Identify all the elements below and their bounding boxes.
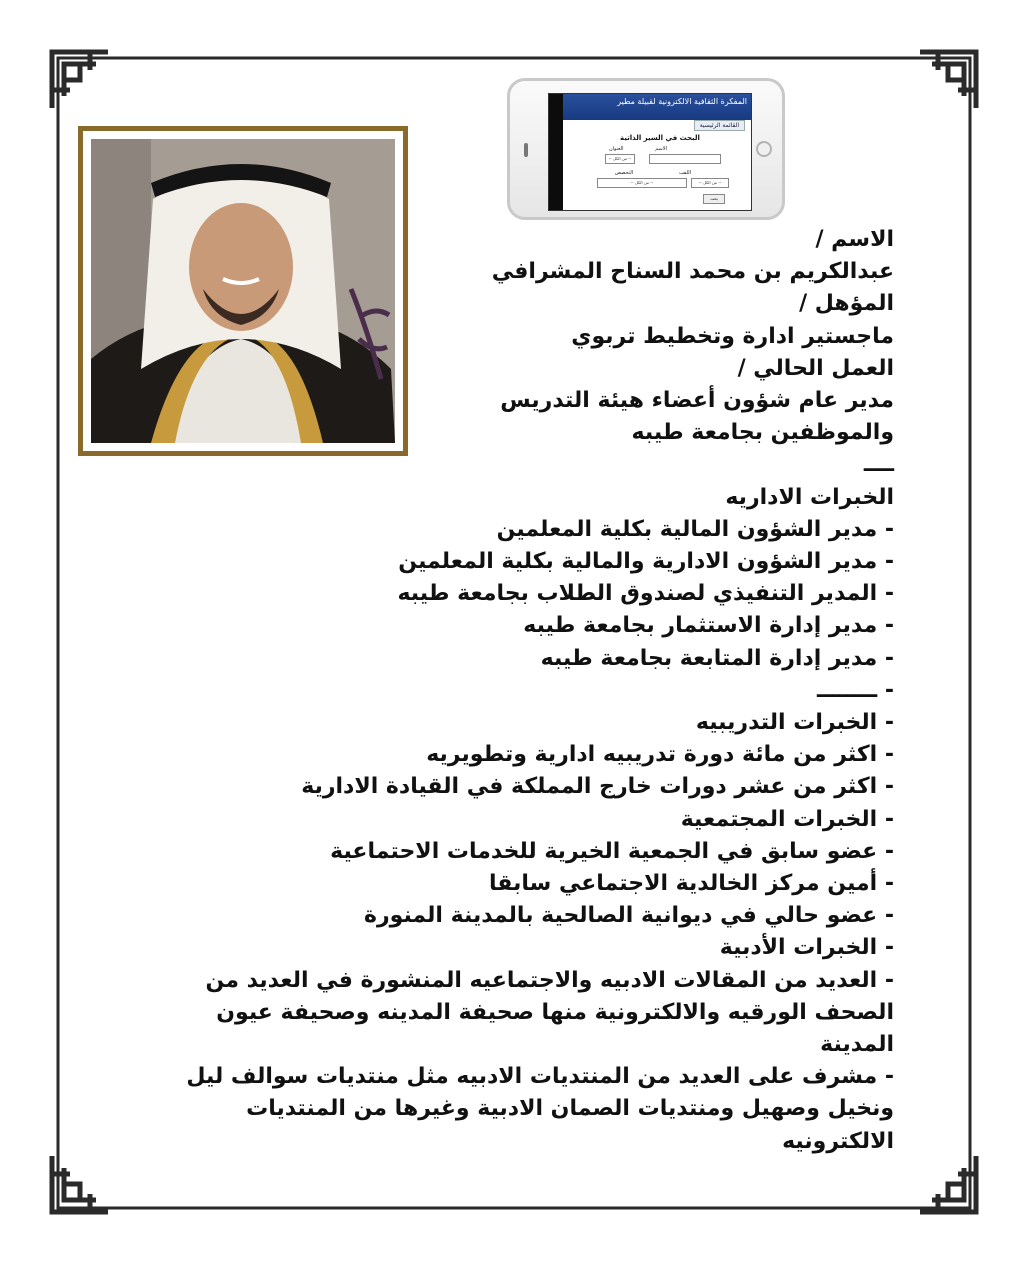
phone-app-sidebar <box>549 94 563 210</box>
name-label: الاسم / <box>815 227 894 252</box>
title-select[interactable]: -- من الكل -- <box>605 154 635 164</box>
search-form-title: البحث في السير الذاتية <box>620 134 700 142</box>
major-select[interactable]: -- من الكل -- <box>597 178 687 188</box>
phone-home-button <box>756 141 772 157</box>
literary-heading: - الخبرات الأدبية <box>719 935 894 961</box>
phone-speaker <box>524 143 528 157</box>
current-job: مدير عام شؤون أعضاء هيئة التدريس والموظفين بجامعة طيبه <box>500 388 894 446</box>
major-field-label: التخصص <box>615 170 634 176</box>
list-item: - العديد من المقالات الادبيه والاجتماعيه المنشورة في العديد من الصحف الورقيه والالكترونية منها صحيفة المدينه وصحيفة عيون المدينة <box>205 967 894 1058</box>
training-heading: - الخبرات التدريبيه <box>695 710 894 736</box>
admin-heading: الخبرات الاداريه <box>725 484 894 510</box>
community-heading: - الخبرات المجتمعية <box>680 806 894 832</box>
rank-field-label: اللقب <box>678 170 691 176</box>
separator: ــــ <box>863 452 894 478</box>
person-name: عبدالكريم بن محمد السناح المشرافي <box>491 259 894 285</box>
separator: - ــــــــ <box>817 677 894 703</box>
list-item: - عضو حالي في ديوانية الصالحية بالمدينة المنورة <box>364 903 894 929</box>
cv-text <box>184 224 894 1158</box>
qualification-label: المؤهل / <box>799 291 894 317</box>
title-field-label: العنوان <box>609 146 624 152</box>
list-item: - عضو سابق في الجمعية الخيرية للخدمات الاحتماعية <box>330 838 894 864</box>
name-field[interactable] <box>649 154 721 164</box>
list-item: - المدير التنفيذي لصندوق الطلاب بجامعة طيبه <box>397 581 894 607</box>
list-item: - مدير الشؤون الادارية والمالية بكلية المعلمين <box>398 549 894 575</box>
list-item: - مدير إدارة المتابعة بجامعة طيبه <box>540 645 894 671</box>
current-job-label: العمل الحالي / <box>737 355 894 381</box>
qualification: ماجستير ادارة وتخطيط تربوي <box>571 323 894 349</box>
list-item: - مدير إدارة الاستثمار بجامعة طيبه <box>523 613 894 639</box>
rank-select[interactable]: -- من الكل -- <box>691 178 729 188</box>
main-menu-tab[interactable]: القائمة الرئيسية <box>694 120 745 131</box>
list-item: - مشرف على العديد من المنتديات الادبيه مثل منتديات سوالف ليل ونخيل وصهيل ومنتديات الصمان الادبية وغيرها من المنتديات الالكترونيه <box>186 1064 894 1154</box>
app-title: المفكرة الثقافية الالكترونية لقبيلة مطير <box>563 94 751 120</box>
search-button[interactable]: بحث <box>703 194 725 204</box>
list-item: - اكثر من مائة دورة تدريبيه ادارية وتطويريه <box>426 742 894 768</box>
list-item: - مدير الشؤون المالية بكلية المعلمين <box>496 516 894 542</box>
list-item: - أمين مركز الخالدية الاجتماعي سابقا <box>489 871 894 897</box>
phone-screen <box>548 93 752 211</box>
phone-mockup <box>507 78 785 220</box>
list-item: - اكثر من عشر دورات خارج المملكة في القيادة الادارية <box>301 774 894 800</box>
name-field-label: الاسم <box>655 146 667 152</box>
